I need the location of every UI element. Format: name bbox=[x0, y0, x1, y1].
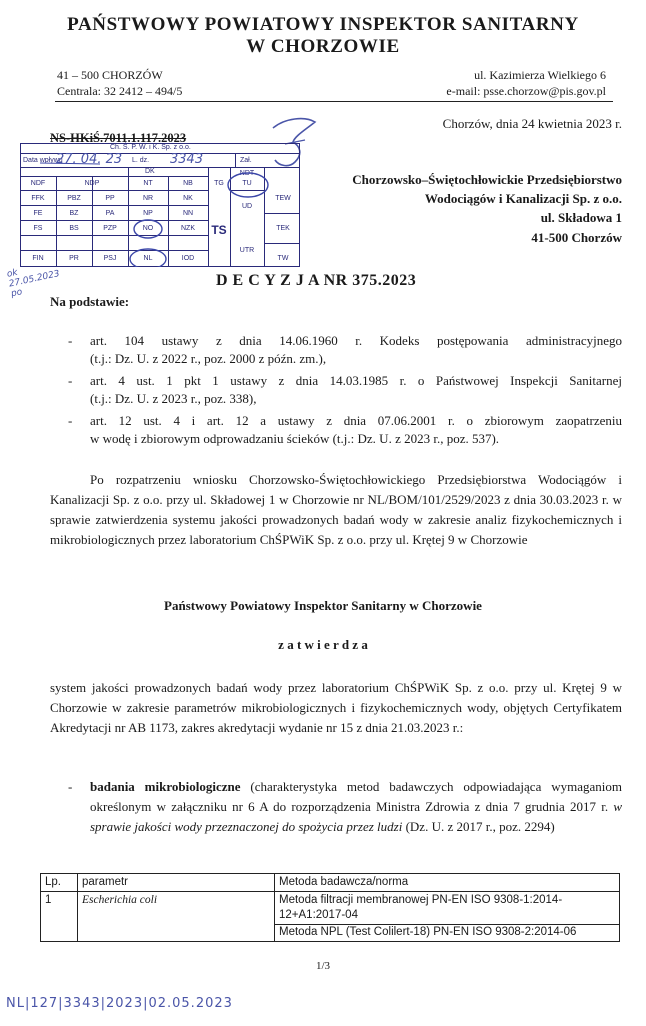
stamp-cell: TU bbox=[242, 180, 252, 187]
letterhead-title-line2: W CHORZOWIE bbox=[246, 36, 400, 57]
stamp-cell: NDT bbox=[239, 170, 255, 177]
authority-name: Państwowy Powiatowy Inspektor Sanitarny w Chorzowie bbox=[164, 598, 482, 613]
stamp-cell: FS bbox=[33, 225, 43, 232]
recipient-line4: 41-500 Chorzów bbox=[531, 230, 622, 245]
stamp-cell: TEK bbox=[276, 225, 290, 232]
stamp-cell: FE bbox=[33, 210, 43, 217]
table-header: Lp. bbox=[41, 874, 78, 892]
stamp-cell: PBZ bbox=[67, 195, 81, 202]
stamp-cell: NZK bbox=[181, 225, 195, 232]
legal-basis-item: - art. 104 ustawy z dnia 14.06.1960 r. Kodeks postępowania administracyjnego (t.j.: Dz. U. z 2022 r., poz. 2000 z późn. zm.), bbox=[68, 333, 622, 366]
letterhead-title-line1: PAŃSTWOWY POWIATOWY INSPEKTOR SANITARNY bbox=[67, 14, 579, 35]
stamp-cell: FIN bbox=[32, 255, 44, 262]
decision-title: D E C Y Z J A NR 375.2023 bbox=[216, 272, 417, 289]
table-header: Metoda badawcza/norma bbox=[275, 874, 620, 892]
handwritten-footer: NL|127|3343|2023|02.05.2023 bbox=[6, 996, 233, 1011]
letterhead-postal: 41 – 500 CHORZÓW bbox=[57, 68, 163, 82]
stamp-cell: NDP bbox=[84, 180, 100, 187]
legal-basis-item: - art. 12 ust. 4 i art. 12 a ustawy z dnia 07.06.2001 r. o zbiorowym zaopatrzeniu w wodę i zbiorowym odprowadzaniu ścieków (t.j.: Dz. U. z 2023 r., poz. 537). bbox=[68, 413, 622, 446]
stamp-cell: BZ bbox=[69, 210, 79, 217]
handwritten-margin-note: ok 27.05.2023 po bbox=[6, 267, 61, 300]
stamp-cell: PR bbox=[69, 255, 79, 262]
recipient-line3: ul. Składowa 1 bbox=[540, 210, 622, 225]
letterhead-street: ul. Kazimierza Wielkiego 6 bbox=[474, 68, 606, 82]
stamp-cell: UTR bbox=[239, 247, 255, 254]
stamp-ldz-value: 3343 bbox=[170, 152, 204, 167]
letterhead-phone: Centrala: 32 2412 – 494/5 bbox=[57, 84, 183, 98]
letterhead-email: e-mail: psse.chorzow@pis.gov.pl bbox=[446, 84, 606, 98]
stamp-cell: FFK bbox=[31, 195, 45, 202]
recipient-line1: Chorzowsko–Świętochłowickie Przedsiębiorstwo bbox=[352, 172, 622, 187]
stamp-dk: DK bbox=[145, 168, 155, 175]
method-line: Metoda NPL (Test Colilert-18) PN-EN ISO 9308-2:2014-06 bbox=[279, 926, 577, 938]
table-header: parametr bbox=[78, 874, 275, 892]
stamp-cell: IOD bbox=[181, 255, 195, 262]
stamp-cell: NT bbox=[143, 180, 153, 187]
table-cell-lp: 1 bbox=[41, 892, 78, 942]
stamp-cell: PA bbox=[105, 210, 115, 217]
legal-basis-heading: Na podstawie: bbox=[50, 294, 130, 309]
registration-stamp bbox=[20, 143, 300, 267]
legal-basis-item: - art. 4 ust. 1 pkt 1 ustawy z dnia 14.03.1985 r. o Państwowej Inspekcji Sanitarnej (t.j.: Dz. U. z 2023 r., poz. 338), bbox=[68, 373, 622, 406]
stamp-cell: PZP bbox=[103, 225, 117, 232]
micro-bullet: - badania mikrobiologiczne (charakterystyka metod badawczych odpowiadająca wymaganiom określonym w załączniku nr 6 A do rozporządzenia Ministra Zdrowia z dnia 7 grudnia 2017 r. w sprawie jakości wody przeznaczonej do spożycia przez ludzi (Dz. U. z 2017 r., poz. 2294) bbox=[68, 779, 622, 834]
stamp-header: Ch. Ś. P. W. i K. Sp. z o.o. bbox=[110, 144, 191, 151]
stamp-cell: NB bbox=[183, 180, 193, 187]
stamp-cell: NK bbox=[183, 195, 193, 202]
stamp-ldz-label: L. dz. bbox=[132, 157, 150, 164]
stamp-cell: BS bbox=[69, 225, 79, 232]
letterhead-divider bbox=[55, 101, 613, 102]
micro-rest: (charakterystyka metod badawczych odpowiadająca wymaganiom określonym w załączniku nr 6 A do rozporządzenia Ministra Zdrowia z dnia 7 grudnia 2017 r. bbox=[90, 779, 622, 814]
approval-paragraph: system jakości prowadzonych badań wody przez laboratorium ChŚPWiK Sp. z o.o. przy ul. Krętej 9 w Chorzowie w zakresie parametrów mikrobiologicznych i fizykochemicznych wody, objętych Certyfikatem Akredytacji nr AB 1173, zakres akredytacji wydanie nr 15 z dnia 21.03.2023 r.: bbox=[50, 680, 622, 735]
methods-table bbox=[40, 873, 620, 942]
table-cell-method bbox=[275, 892, 620, 942]
stamp-cell: TEW bbox=[275, 195, 291, 202]
stamp-zal-label: Zał. bbox=[240, 157, 252, 164]
stamp-hand-circles-icon bbox=[20, 143, 300, 267]
stamp-ts: TS bbox=[211, 223, 227, 237]
approves-word: z a t w i e r d z a bbox=[278, 637, 368, 652]
micro-bold: badania mikrobiologiczne bbox=[90, 779, 241, 794]
stamp-cell: PP bbox=[105, 195, 115, 202]
stamp-cell: TG bbox=[214, 180, 224, 187]
method-line: Metoda filtracji membranowej PN-EN ISO 9308-1:2014-12+A1:2017-04 bbox=[275, 893, 619, 925]
stamp-wplyw-label: Data wpływu bbox=[23, 157, 63, 164]
micro-italic: w sprawie jakości wody przeznaczonej do spożycia przez ludzi bbox=[90, 799, 622, 834]
stamp-cell: NP bbox=[143, 210, 153, 217]
stamp-cell: NO bbox=[142, 225, 154, 232]
table-header-row bbox=[41, 874, 620, 892]
stamp-cell: NDF bbox=[30, 180, 46, 187]
place-date: Chorzów, dnia 24 kwietnia 2023 r. bbox=[442, 116, 622, 131]
recipient-line2: Wodociągów i Kanalizacji Sp. z o.o. bbox=[424, 191, 622, 206]
micro-tail: (Dz. U. z 2017 r., poz. 2294) bbox=[402, 819, 555, 834]
stamp-cell: UD bbox=[241, 203, 253, 210]
stamp-wplyw-value: 27. 04. 23 bbox=[56, 152, 123, 167]
stamp-cell: NN bbox=[182, 210, 194, 217]
table-row bbox=[41, 892, 620, 942]
page-number: 1/3 bbox=[315, 960, 331, 972]
stamp-cell: TW bbox=[277, 255, 289, 262]
intro-paragraph: Po rozpatrzeniu wniosku Chorzowsko-Świętochłowickiego Przedsiębiorstwa Wodociągów i Kanalizacji Sp. z o.o. przy ul. Składowej 1 w Chorzowie nr NL/BOM/101/2529/2023 z dnia 30.03.2023 r. w sprawie zatwierdzenia systemu jakości prowadzonych badań wody w zakresie analiz fizykochemicznych i mikrobiologicznych przez laboratorium ChŚPWiK Sp. z o.o. przy ul. Krętej 9 w Chorzowie bbox=[50, 472, 622, 547]
stamp-cell: NL bbox=[143, 255, 153, 262]
stamp-cell: NR bbox=[142, 195, 154, 202]
reference-number: NS-HKiŚ.7011.1.117.2023 bbox=[50, 131, 187, 145]
stamp-cell: PSJ bbox=[103, 255, 117, 262]
table-cell-param: Escherichia coli bbox=[78, 892, 275, 942]
